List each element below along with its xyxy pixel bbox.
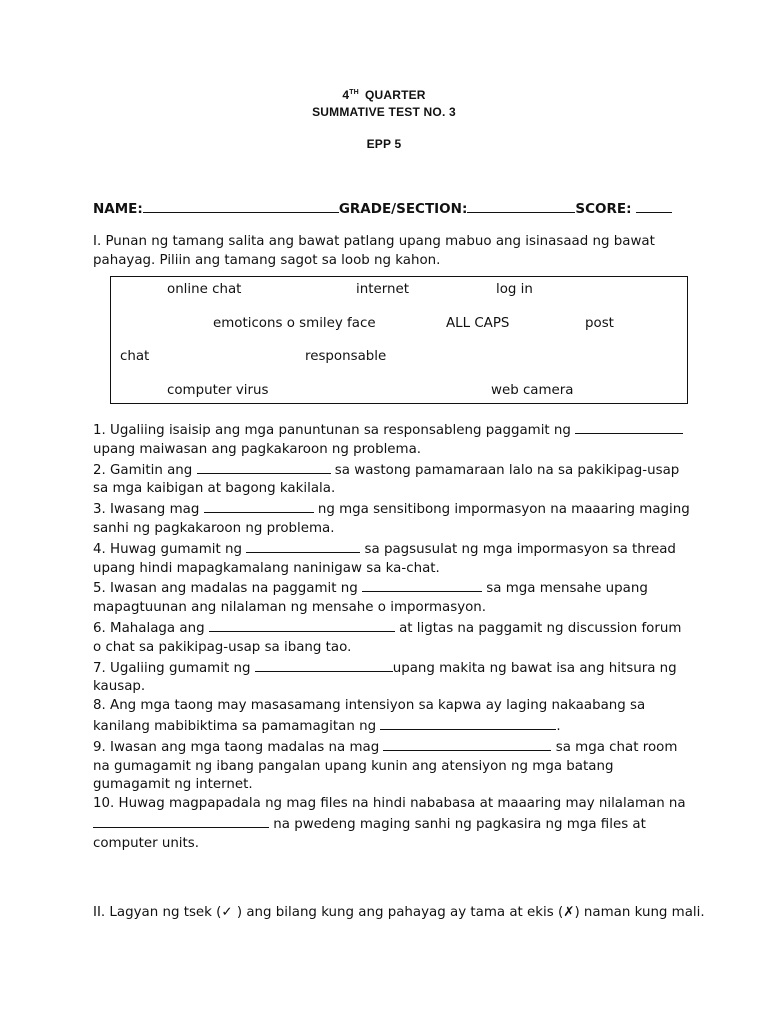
question-item [93, 539, 693, 579]
name-field[interactable] [143, 198, 339, 213]
choice-word: chat [120, 349, 150, 364]
question-text: 7. Ugaliing gumamit ng [93, 660, 255, 676]
question-text: at ligtas na paggamit ng discussion forum o chat sa pakikipag-usap sa ibang tao. [93, 620, 682, 655]
score-label: SCORE: [575, 201, 632, 217]
grade-section-field[interactable] [467, 198, 575, 213]
question-text: 5. Iwasan ang madalas na paggamit ng [93, 581, 363, 597]
subject-title: EPP 5 [366, 137, 402, 151]
question-item [93, 697, 693, 737]
answer-blank[interactable] [93, 814, 269, 828]
question-text: 2. Gamitin ang [93, 462, 197, 478]
quarter-superscript: TH [349, 89, 359, 96]
quarter-number: 4 [342, 88, 350, 102]
word-choices-box [110, 276, 688, 404]
part1-instruction: I. Punan ng tamang salita ang bawat patlang upang mabuo ang isinasaad ng bawat pahayag. Piliin ang tamang sagot sa loob ng kahon. [93, 234, 655, 268]
answer-blank[interactable] [209, 618, 395, 632]
answer-blank[interactable] [575, 420, 683, 434]
question-text: 4. Huwag gumamit ng [93, 541, 247, 557]
question-text: 1. Ugaliing isaisip ang mga panuntunan sa responsableng paggamit ng [93, 423, 576, 438]
fill-in-items [93, 420, 693, 854]
choice-word: ALL CAPS [446, 316, 510, 331]
answer-blank[interactable] [362, 578, 482, 592]
answer-blank[interactable] [383, 737, 551, 751]
question-text: upang makita ng bawat isa ang hitsura ng kausap. [93, 660, 677, 695]
answer-blank[interactable] [255, 658, 393, 672]
part2-instruction: II. Lagyan ng tsek (✓ ) ang bilang kung ang pahayag ay tama at ekis (✗) naman kung mali. [93, 905, 705, 920]
question-item [93, 618, 693, 658]
quarter-word: QUARTER [364, 88, 426, 102]
question-item [93, 795, 693, 853]
question-item [93, 578, 693, 618]
question-text: ng mga sensitibong impormasyon na maaaring maging sanhi ng pagkakaroon ng problema. [93, 502, 690, 536]
choice-word: post [585, 316, 614, 331]
score-field[interactable] [636, 198, 672, 213]
question-item [93, 420, 693, 460]
answer-blank[interactable] [246, 539, 360, 553]
student-info-row [93, 198, 693, 217]
quarter-heading [0, 88, 768, 102]
question-text: 9. Iwasan ang mga taong madalas na mag [93, 739, 384, 755]
question-text: 10. Huwag magpapadala ng mag files na hindi nababasa at maaaring may nilalaman na [93, 796, 686, 812]
question-item [93, 499, 693, 539]
question-text: na pwedeng maging sanhi ng pagkasira ng mga files at computer units. [93, 816, 646, 851]
choice-word: computer virus [167, 383, 269, 398]
answer-blank[interactable] [204, 499, 314, 513]
question-text: upang maiwasan ang pagkakaroon ng problema. [93, 441, 422, 457]
answer-blank[interactable] [380, 716, 556, 730]
name-label: NAME: [93, 201, 143, 217]
choice-word: responsable [305, 349, 387, 364]
choice-word: web camera [491, 383, 574, 398]
choice-word: internet [356, 282, 409, 297]
choice-word: log in [496, 282, 533, 297]
question-item [93, 658, 693, 698]
question-text: sa wastong pamamaraan lalo na sa pakikipag-usap sa mga kaibigan at bagong kakilala. [93, 462, 680, 497]
question-text: 3. Iwasang mag [93, 502, 204, 518]
question-text: 6. Mahalaga ang [93, 620, 209, 636]
grade-section-label: GRADE/SECTION: [338, 201, 468, 217]
question-text: sa mga chat room na gumagamit ng ibang pangalan upang kunin ang atensiyon ng mga batang gumagamit ng internet. [93, 739, 678, 793]
choice-word: online chat [167, 282, 242, 297]
question-item [93, 737, 693, 795]
question-item [93, 460, 693, 500]
question-text: 8. Ang mga taong may masasamang intensiyon sa kapwa ay laging nakaabang sa kanilang mabibiktima sa pamamagitan ng [93, 698, 646, 734]
question-text: sa pagsusulat ng mga impormasyon sa thread upang hindi mapagkamalang naninigaw sa ka-chat. [93, 541, 676, 576]
answer-blank[interactable] [197, 460, 331, 474]
choice-word: emoticons o smiley face [213, 316, 376, 331]
question-text: sa mga mensahe upang mapagtuunan ang nilalaman ng mensahe o impormasyon. [93, 581, 648, 616]
question-text: . [556, 718, 561, 734]
test-title: SUMMATIVE TEST NO. 3 [312, 105, 456, 119]
